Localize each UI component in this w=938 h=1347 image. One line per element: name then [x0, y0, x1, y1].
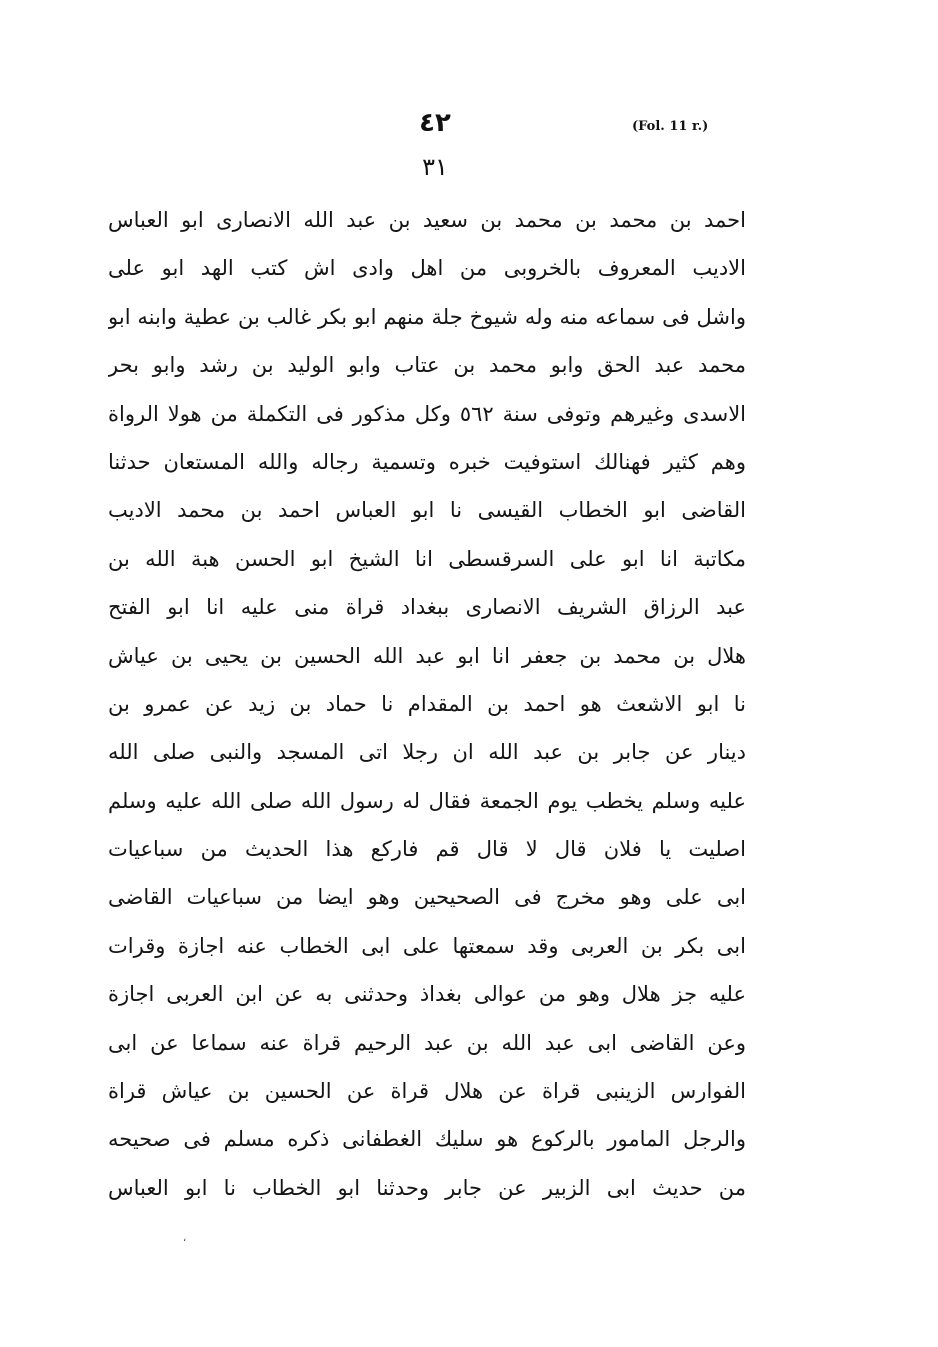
text-line: والرجل المامور بالركوع هو سليك الغطفانى ذكره مسلم فى صحيحه — [108, 1127, 746, 1152]
text-line: ابى بكر بن العربى وقد سمعتها على ابى الخطاب عنه اجازة وقرات — [108, 933, 746, 958]
text-line: الفوارس الزينبى قراة عن هلال قراة عن الحسين بن عياش قراة — [108, 1079, 746, 1104]
text-line: الاديب المعروف بالخروبى من اهل وادى اش كتب الهد ابو على — [108, 256, 746, 281]
text-line: عبد الرزاق الشريف الانصارى ببغداد قراة منى عليه انا ابو الفتح — [108, 595, 746, 620]
text-line: محمد عبد الحق وابو محمد بن عتاب وابو الوليد بن رشد وابو بحر — [108, 353, 746, 378]
arabic-body-text — [108, 196, 746, 1212]
text-line: واشل فى سماعه منه وله شيوخ جلة منهم ابو بكر غالب بن عطية وابنه ابو — [108, 304, 746, 329]
text-line: الاسدى وغيرهم وتوفى سنة ٥٦٢ وكل مذكور فى التكملة من هولا الرواة — [108, 401, 746, 426]
stray-ink-mark: ، — [183, 1233, 187, 1244]
text-line: من حديث ابى الزبير عن جابر وحدثنا ابو الخطاب نا ابو العباس — [108, 1175, 746, 1200]
text-line: عليه وسلم يخطب يوم الجمعة فقال له رسول الله صلى الله عليه وسلم — [108, 788, 746, 813]
folio-reference: (Fol. 11 r.) — [632, 119, 709, 134]
text-line: مكاتبة انا ابو على السرقسطى انا الشيخ ابو الحسن هبة الله بن — [108, 546, 746, 571]
text-line: هلال بن محمد بن جعفر انا ابو عبد الله الحسين بن يحيى بن عياش — [108, 643, 746, 668]
text-line: القاضى ابو الخطاب القيسى نا ابو العباس احمد بن محمد الاديب — [108, 498, 746, 523]
text-line: ابى على وهو مخرج فى الصحيحين وهو ايضا من سباعيات القاضى — [108, 885, 746, 910]
text-line: وعن القاضى ابى عبد الله بن عبد الرحيم قراة عنه سماعا عن ابى — [108, 1030, 746, 1055]
text-line: نا ابو الاشعث هو احمد بن المقدام نا حماد بن زيد عن عمرو بن — [108, 691, 746, 716]
page-number: ٤٢ — [419, 108, 451, 138]
text-line: عليه جز هلال وهو من عوالى بغداذ وحدثنى به عن ابن العربى اجازة — [108, 982, 746, 1007]
text-line: اصليت يا فلان قال لا قال قم فاركع هذا الحديث من سباعيات — [108, 837, 746, 862]
text-line: احمد بن محمد بن محمد بن سعيد بن عبد الله الانصارى ابو العباس — [108, 208, 746, 232]
entry-number: ٣١ — [422, 153, 448, 181]
text-line: وهم كثير فهنالك استوفيت خبره وتسمية رجاله والله المستعان حدثنا — [108, 449, 746, 474]
text-line: دينار عن جابر بن عبد الله ان رجلا اتى المسجد والنبى صلى الله — [108, 740, 746, 765]
